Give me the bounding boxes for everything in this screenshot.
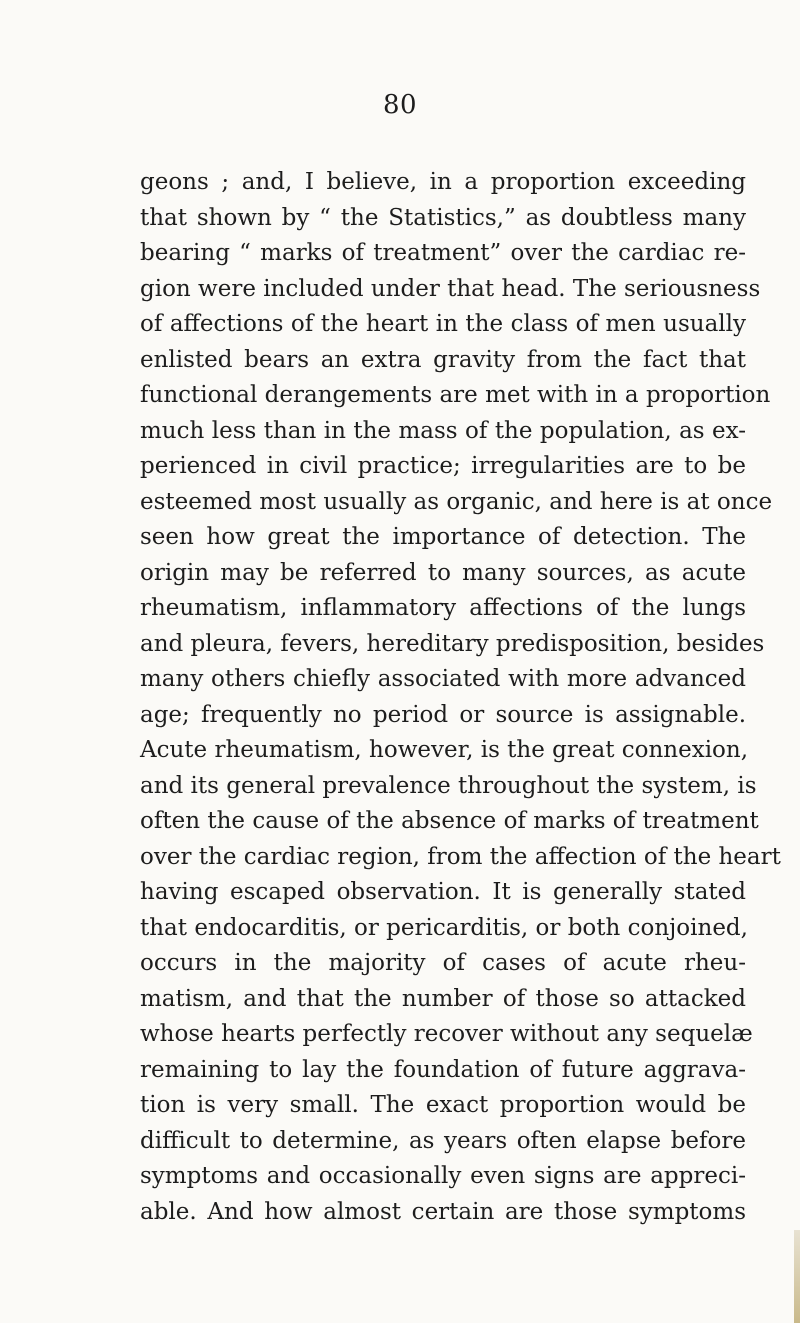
- text-line: much less than in the mass of the population, as ex-: [140, 417, 746, 444]
- text-line: difficult to determine, as years often elapse before: [140, 1127, 746, 1154]
- text-line: age; frequently no period or source is assignable.: [140, 701, 746, 728]
- text-line: over the cardiac region, from the affection of the heart: [140, 843, 781, 870]
- text-line: that shown by “ the Statistics,” as doubtless many: [140, 204, 746, 231]
- text-line: gion were included under that head. The seriousness: [140, 275, 761, 302]
- text-line: having escaped observation. It is generally stated: [140, 879, 746, 905]
- text-line: whose hearts perfectly recover without any sequelæ: [140, 1021, 753, 1047]
- text-line: symptoms and occasionally even signs are appreci-: [140, 1163, 746, 1189]
- text-line: seen how great the importance of detection. The: [140, 524, 746, 550]
- text-line: occurs in the majority of cases of acute rheu-: [140, 950, 746, 976]
- text-line: Acute rheumatism, however, is the great connexion,: [140, 737, 749, 763]
- text-line: perienced in civil practice; irregularities are to be: [140, 453, 746, 479]
- text-line: matism, and that the number of those so attacked: [140, 985, 746, 1012]
- text-line: remaining to lay the foundation of future aggrava-: [140, 1056, 746, 1083]
- text-line: geons ; and, I believe, in a proportion exceeding: [140, 169, 746, 195]
- text-line: tion is very small. The exact proportion would be: [140, 1092, 746, 1118]
- page-number: 80: [382, 90, 418, 120]
- text-line: able. And how almost certain are those symptoms: [140, 1198, 746, 1225]
- text-line: functional derangements are met with in a proportion: [140, 382, 771, 408]
- text-line: bearing “ marks of treatment” over the cardiac re-: [140, 240, 746, 266]
- text-line: enlisted bears an extra gravity from the fact that: [140, 346, 746, 373]
- text-line: often the cause of the absence of marks of treatment: [140, 808, 759, 834]
- body-text: [140, 165, 781, 1230]
- text-line: esteemed most usually as organic, and here is at once: [140, 488, 773, 515]
- text-line: rheumatism, inflammatory affections of the lungs: [140, 595, 746, 621]
- text-line: origin may be referred to many sources, as acute: [140, 559, 746, 586]
- text-line: and its general prevalence throughout the system, is: [140, 772, 757, 799]
- page-edge-mark: [794, 1230, 800, 1323]
- text-line: of affections of the heart in the class of men usually: [140, 311, 746, 337]
- text-line: and pleura, fevers, hereditary predisposition, besides: [140, 630, 765, 657]
- text-line: that endocarditis, or pericarditis, or both conjoined,: [140, 914, 748, 941]
- text-line: many others chiefly associated with more advanced: [140, 666, 746, 692]
